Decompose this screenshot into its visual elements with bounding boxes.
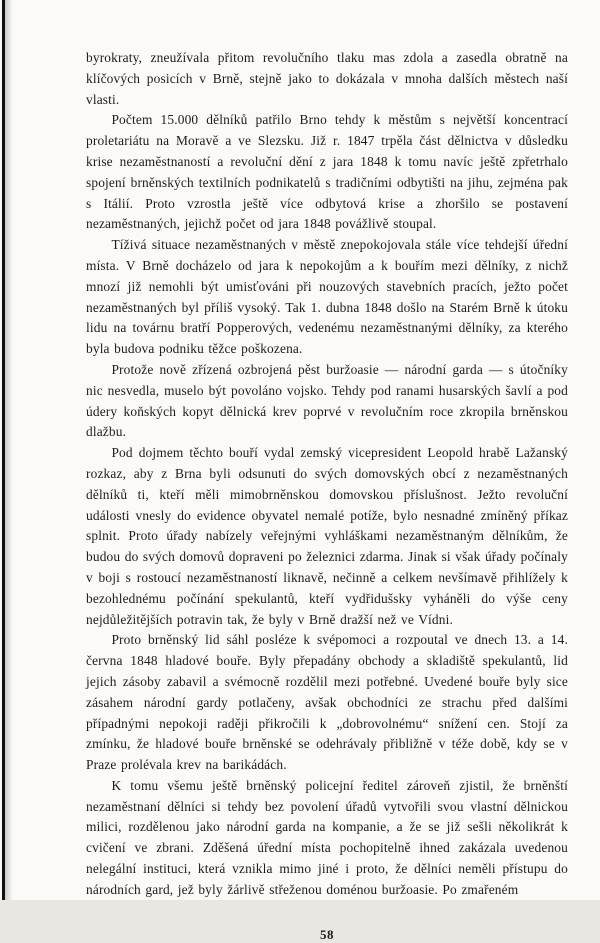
paragraph: Pod dojmem těchto bouří vydal zemský vicepresident Leopold hrabě Lažanský rozkaz, aby z Brna byli odsunuti do svých domovských obcí z nezaměstnaných dělníků ti, kteří měli mimobrněnskou domovskou příslušnost. Ježto revoluční události vnesly do evidence obyvatel nemalé potíže, bylo nesnadné zmíněný příkaz splnit. Proto úřady nabízely veřejnými vyhláškami nezaměstnaným dělníkům, že budou do svých domovů dopraveni po železnici zdarma. Jinak si však úřady počínaly v boji s rostoucí nezaměstnaností liknavě, nečinně a celkem nevšímavě přihlížely k bezohlednému počínání spekulantů, kteří vydřidušsky vyháněli do výše ceny nejdůležitějších potravin tak, že byly v Brně dražší než ve Vídni. <box>86 445 568 627</box>
scan-edge-shadow <box>5 0 13 900</box>
paragraph: K tomu všemu ještě brněnský policejní ředitel zároveň zjistil, že brněnští nezaměstnaní dělníci si tehdy bez povolení úřadů vytvořili svou vlastní dělnickou milici, rozdělenou jako národní garda na kompanie, a že se již sešli několikrát k cvičení ve zbrani. Zděšená úřední místa pochopitelně ihned zakázala uvedenou nelegální instituci, která vznikla mimo jiné i proto, že dělníci neměli přístupu do národních gard, jež byly žárlivě střeženou doménou buržoasie. Po zmařeném <box>86 777 568 897</box>
text-block <box>86 48 568 943</box>
paragraph: Počtem 15.000 dělníků patřilo Brno tehdy k městům s největší koncentrací proletariátu na Moravě a ve Slezsku. Již r. 1847 trpěla část dělnictva v důsledku krise nezaměstnaností a revoluční dění z jara 1848 k tomu navíc ještě zpřetrhalo spojení brněnských textilních podnikatelů s tradičními odbytišti na jihu, zejména pak s Itálií. Proto vzrostla ještě více odbytová krise a zhoršilo se postavení nezaměstnaných, jejichž počet od jara 1848 povážlivě stoupal. <box>86 112 568 232</box>
page-number: 58 <box>320 926 334 942</box>
paragraph: Tíživá situace nezaměstnaných v městě znepokojovala stále více tehdejší úřední místa. V Brně docházelo od jara k nepokojům a k bouřím mezi dělníky, z nichž mnozí již nemohli být umisťováni při nouzových stavebních pracích, ježto počet nezaměstnaných byl příliš vysoký. Tak 1. dubna 1848 došlo na Starém Brně k útoku lidu na továrnu bratří Popperových, vedenému nezaměstnanými dělníky, za kterého byla budova podniku těžce poškozena. <box>86 237 568 357</box>
paragraph: Protože nově zřízená ozbrojená pěst buržoasie — národní garda — s útočníky nic nesvedla, muselo být povoláno vojsko. Tehdy pod ranami husarských šavlí a pod údery koňských kopyt dělnická krev poprvé v revolučním roce zkropila brněnskou dlažbu. <box>86 361 568 440</box>
paragraph: Proto brněnský lid sáhl posléze k svépomoci a rozpoutal ve dnech 13. a 14. června 1848 hladové bouře. Byly přepadány obchody a skladiště spekulantů, lid jejich zásoby zabavil a svémocně rozdělil mezi potřebné. Uvedené bouře byly sice zásahem národní gardy potlačeny, avšak obchodníci ze strachu před dalšími případnými nepokoji raději přikročili k „dobrovolnému“ snížení cen. Stojí za zmínku, že hladové bouře brněnské se odehrávaly přibližně v téže době, kdy se v Praze prolévala krev na barikádách. <box>86 632 568 773</box>
paragraph: byrokraty, zneužívala přitom revolučního tlaku mas zdola a zasedla obratně na klíčových posicích v Brně, stejně jako to dokázala v mnoha dalších městech naší vlasti. <box>86 50 568 107</box>
